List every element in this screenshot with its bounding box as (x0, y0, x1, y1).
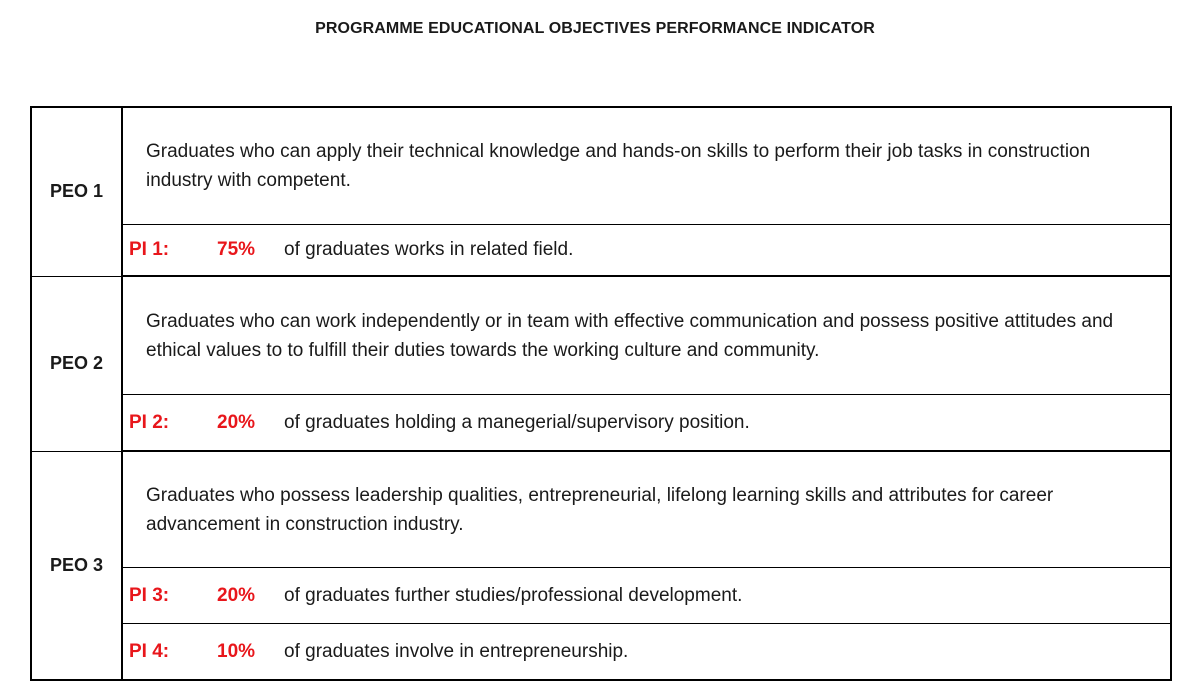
pi-1-code: PI 1: (129, 239, 170, 260)
page-title: PROGRAMME EDUCATIONAL OBJECTIVES PERFORMANCE INDICATOR (315, 20, 875, 37)
pi-3-code: PI 3: (129, 584, 170, 606)
peo-3-objective-row (31, 451, 1171, 568)
peo-3-label: PEO 3 (31, 451, 122, 680)
pi-2-row (31, 395, 1171, 452)
pi-4-description: of graduates involve in entrepreneurship. (284, 640, 629, 662)
pi-3-row (31, 568, 1171, 624)
peo-3-objective: Graduates who possess leadership qualities, entrepreneurial, lifelong learning skills and attributes for career advancement in construction industry. (122, 451, 1171, 568)
peo-2-objective-row (31, 276, 1171, 395)
pi-2-cell (122, 395, 1171, 452)
pi-3-cell (122, 568, 1171, 624)
pi-4-code: PI 4: (129, 640, 170, 662)
pi-1-row (31, 225, 1171, 277)
peo-table (30, 106, 1172, 681)
pi-1-percent: 75% (217, 239, 256, 260)
pi-1-description: of graduates works in related field. (284, 239, 574, 260)
pi-4-percent: 10% (217, 640, 256, 662)
peo-1-objective-row (31, 107, 1171, 225)
pi-2-percent: 20% (217, 411, 256, 433)
peo-2-label: PEO 2 (31, 276, 122, 451)
pi-2-description: of graduates holding a manegerial/supervisory position. (284, 411, 750, 433)
pi-1-cell (122, 225, 1171, 277)
peo-2-objective: Graduates who can work independently or in team with effective communication and possess positive attitudes and ethical values to to fulfill their duties towards the working culture and community. (122, 276, 1171, 395)
pi-4-cell (122, 624, 1171, 681)
pi-3-percent: 20% (217, 584, 256, 606)
pi-3-description: of graduates further studies/professional development. (284, 584, 743, 606)
pi-2-code: PI 2: (129, 411, 170, 433)
peo-1-objective: Graduates who can apply their technical knowledge and hands-on skills to perform their job tasks in construction industry with competent. (122, 107, 1171, 225)
pi-4-row (31, 624, 1171, 681)
peo-1-label: PEO 1 (31, 107, 122, 276)
